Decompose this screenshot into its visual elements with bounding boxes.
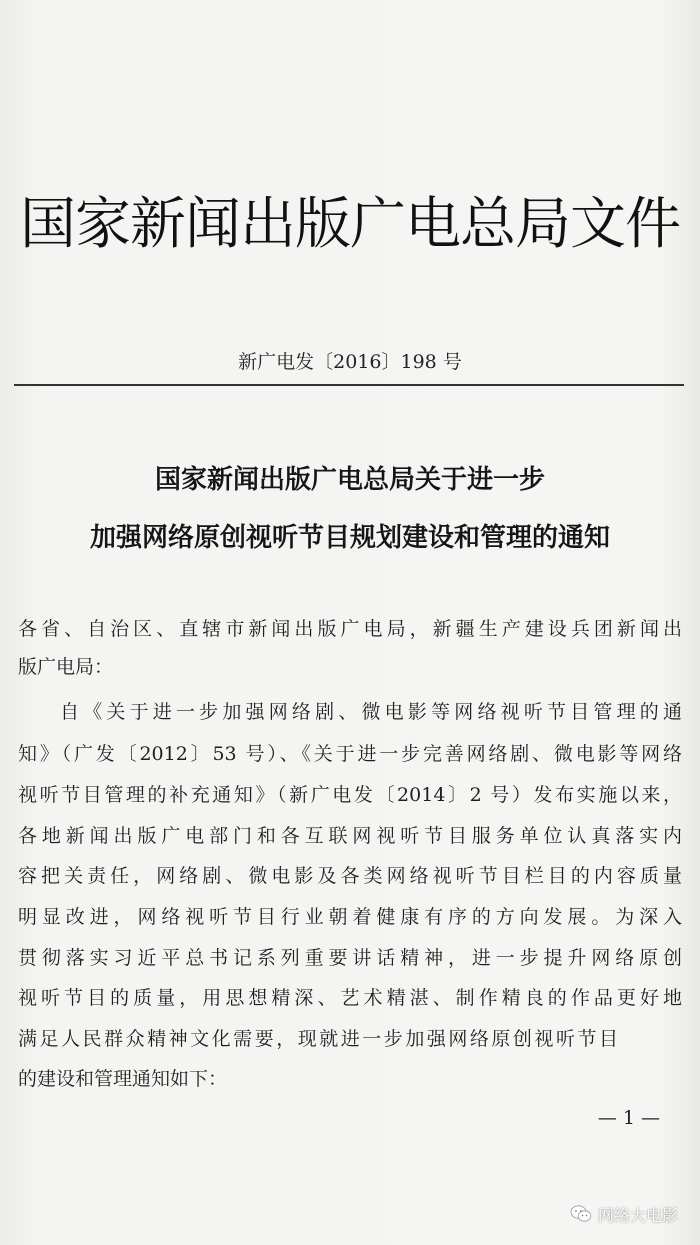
- body-line-7: 容把关责任，网络剧、微电影及各类网络视听节目栏目的内容质量: [18, 865, 682, 887]
- body-line-3: 自《关于进一步加强网络剧、微电影等网络视听节目管理的通: [60, 701, 682, 723]
- watermark: [570, 1201, 678, 1227]
- body-line-4: 知》（广发〔2012〕53 号）、《关于进一步完善网络剧、微电影等网络: [18, 743, 682, 765]
- notice-title-line-1: 国家新闻出版广电总局关于进一步: [154, 465, 545, 495]
- body-line-8: 明显改进，网络视听节目行业朝着健康有序的方向发展。为深入: [18, 906, 682, 928]
- body-line-11: 满足人民群众精神文化需要，现就进一步加强网络原创视听节目: [18, 1028, 618, 1050]
- notice-title-line-2: 加强网络原创视听节目规划建设和管理的通知: [89, 523, 610, 553]
- body-line-2: 版广电局：: [18, 656, 114, 678]
- body-line-5: 视听节目管理的补充通知》（新广电发〔2014〕2 号）发布实施以来，: [18, 784, 682, 806]
- watermark-text: 网络大电影: [597, 1205, 678, 1225]
- document-number: 新广电发〔2016〕198 号: [238, 351, 462, 373]
- masthead-title: 国家新闻出版广电总局文件: [20, 192, 680, 257]
- page-number: — 1 —: [597, 1107, 660, 1129]
- body-line-10: 视听节目的质量，用思想精深、艺术精湛、制作精良的作品更好地: [18, 987, 682, 1009]
- body-line-6: 各地新闻出版广电部门和各互联网视听节目服务单位认真落实内: [18, 825, 682, 847]
- body-line-1: 各省、自治区、直辖市新闻出版广电局，新疆生产建设兵团新闻出: [18, 618, 682, 640]
- header-rule: [14, 384, 684, 386]
- body-line-9: 贯彻落实习近平总书记系列重要讲话精神，进一步提升网络原创: [18, 947, 682, 969]
- wechat-icon: [570, 1204, 592, 1224]
- body-line-12: 的建设和管理通知如下：: [18, 1068, 228, 1090]
